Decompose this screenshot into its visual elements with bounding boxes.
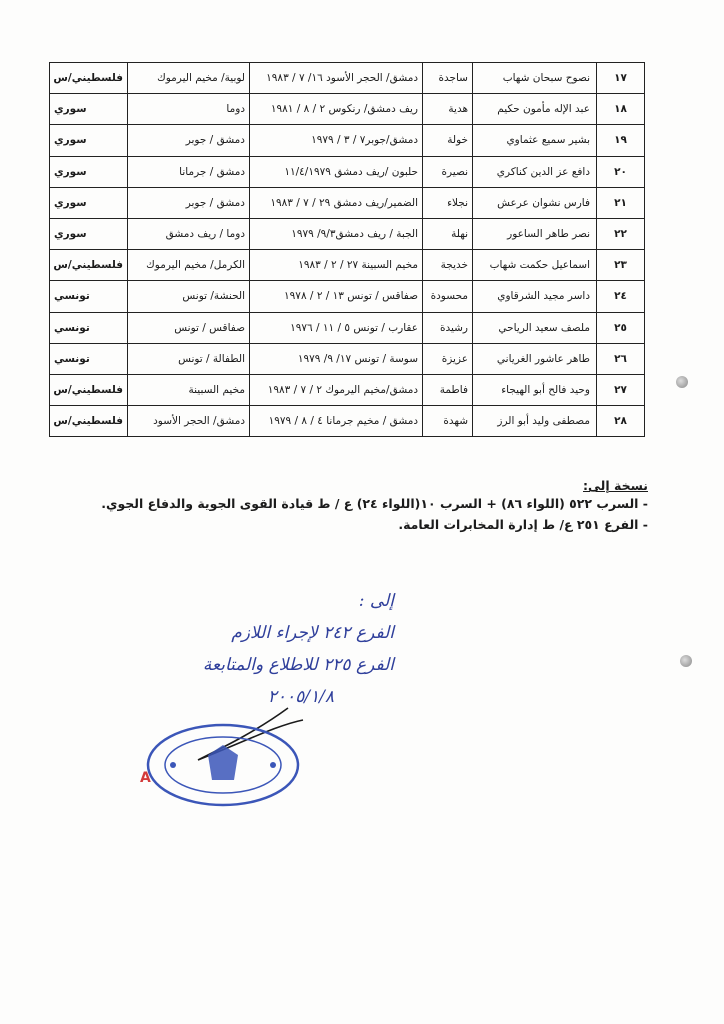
table-row: [50, 218, 645, 249]
cell-num: ٢٥: [597, 312, 645, 343]
cell-num: ٢٨: [597, 406, 645, 437]
cell-mother: ساجدة: [423, 63, 473, 94]
cell-birth: دمشق/مخيم اليرموك ٢ / ٧ / ١٩٨٣: [250, 374, 423, 405]
cell-address: دمشق / جوبر: [128, 187, 250, 218]
copy-to-line-1: - السرب ٥٢٢ (اللواء ٨٦) + السرب ١٠(اللواء ٢٤) ع / ط قيادة القوى الجوية والدفاع الجوي.: [101, 496, 648, 511]
cell-name: بشير سميع عثماوي: [473, 125, 597, 156]
cell-num: ١٩: [597, 125, 645, 156]
cell-nationality: تونسي: [50, 312, 128, 343]
detainee-table: [49, 62, 645, 437]
table-row: [50, 374, 645, 405]
cell-name: اسماعيل حكمت شهاب: [473, 250, 597, 281]
cell-mother: محسودة: [423, 281, 473, 312]
cell-name: مصطفى وليد أبو الرز: [473, 406, 597, 437]
table-row: [50, 125, 645, 156]
punch-hole-icon: [676, 376, 688, 388]
cell-name: نصوح سبحان شهاب: [473, 63, 597, 94]
table-row: [50, 94, 645, 125]
cell-birth: ريف دمشق/ رنكوس ٢ / ٨ / ١٩٨١: [250, 94, 423, 125]
copy-to-section: [101, 478, 648, 538]
cell-name: دافع عز الدين كناكري: [473, 156, 597, 187]
cell-address: الحنشة/ تونس: [128, 281, 250, 312]
cell-birth: عقارب / تونس ٥ / ١١ / ١٩٧٦: [250, 312, 423, 343]
copy-to-line-2: - الفرع ٢٥١ ع/ ط إدارة المخابرات العامة.: [398, 517, 648, 532]
cell-mother: رشيدة: [423, 312, 473, 343]
cell-birth: صفاقس / تونس ١٣ / ٢ / ١٩٧٨: [250, 281, 423, 312]
punch-hole-icon: [680, 655, 692, 667]
cell-name: عبد الإله مأمون حكيم: [473, 94, 597, 125]
cell-num: ٢٤: [597, 281, 645, 312]
cell-mother: عزيزة: [423, 343, 473, 374]
cell-birth: حلبون /ريف دمشق ١١/٤/١٩٧٩: [250, 156, 423, 187]
cell-name: داسر مجيد الشرقاوي: [473, 281, 597, 312]
cell-nationality: سوري: [50, 156, 128, 187]
table-row: [50, 281, 645, 312]
table-body: [50, 63, 645, 437]
cell-address: مخيم السبينة: [128, 374, 250, 405]
cell-num: ١٧: [597, 63, 645, 94]
handwritten-line-2: الفرع ٢٤٢ لإجراء اللازم: [231, 623, 394, 643]
official-seal-stamp: [138, 700, 308, 810]
cell-birth: الجبة / ريف دمشق٩/٣/ ١٩٧٩: [250, 218, 423, 249]
table-row: [50, 343, 645, 374]
cell-mother: فاطمة: [423, 374, 473, 405]
cell-mother: خولة: [423, 125, 473, 156]
cell-address: دمشق/ الحجر الأسود: [128, 406, 250, 437]
handwritten-date: ٢٠٠٥/١/٨: [267, 687, 334, 707]
cell-nationality: سوري: [50, 218, 128, 249]
cell-address: الطفالة / تونس: [128, 343, 250, 374]
cell-address: دوما / ريف دمشق: [128, 218, 250, 249]
cell-name: طاهر عاشور الغرياني: [473, 343, 597, 374]
copy-to-heading: نسخة إلى:: [583, 478, 648, 493]
table-row: [50, 63, 645, 94]
cell-num: ٢٦: [597, 343, 645, 374]
stamp-red-mark: A: [140, 770, 151, 786]
cell-name: ملصف سعيد الرياحي: [473, 312, 597, 343]
cell-birth: دمشق/جوبر٧ / ٣ / ١٩٧٩: [250, 125, 423, 156]
table-row: [50, 187, 645, 218]
handwritten-annotation: [203, 585, 394, 713]
cell-birth: مخيم السبينة ٢٧ / ٢ / ١٩٨٣: [250, 250, 423, 281]
cell-num: ٢٣: [597, 250, 645, 281]
cell-address: الكرمل/ مخيم اليرموك: [128, 250, 250, 281]
cell-num: ١٨: [597, 94, 645, 125]
cell-num: ٢٠: [597, 156, 645, 187]
cell-address: دمشق / جوبر: [128, 125, 250, 156]
cell-nationality: فلسطيني/س: [50, 374, 128, 405]
cell-mother: نهلة: [423, 218, 473, 249]
eagle-emblem-icon: [208, 745, 238, 780]
cell-mother: هدية: [423, 94, 473, 125]
cell-num: ٢١: [597, 187, 645, 218]
table-row: [50, 406, 645, 437]
cell-birth: الضمير/ريف دمشق ٢٩ / ٧ / ١٩٨٣: [250, 187, 423, 218]
cell-nationality: سوري: [50, 94, 128, 125]
cell-birth: دمشق/ الحجر الأسود ١٦/ ٧ / ١٩٨٣: [250, 63, 423, 94]
cell-nationality: فلسطيني/س: [50, 63, 128, 94]
table-row: [50, 312, 645, 343]
cell-nationality: فلسطيني/س: [50, 406, 128, 437]
cell-address: صفاقس / تونس: [128, 312, 250, 343]
star-icon: [170, 762, 176, 768]
star-icon: [270, 762, 276, 768]
cell-mother: نجلاء: [423, 187, 473, 218]
cell-nationality: سوري: [50, 187, 128, 218]
cell-nationality: فلسطيني/س: [50, 250, 128, 281]
cell-address: دمشق / جرمانا: [128, 156, 250, 187]
cell-mother: خديجة: [423, 250, 473, 281]
handwritten-line-3: الفرع ٢٢٥ للاطلاع والمتابعة: [202, 655, 394, 675]
cell-address: لوبية/ مخيم اليرموك: [128, 63, 250, 94]
cell-birth: دمشق / مخيم جرمانا ٤ / ٨ / ١٩٧٩: [250, 406, 423, 437]
table-row: [50, 156, 645, 187]
handwritten-line-1: إلى :: [358, 591, 394, 611]
cell-address: دوما: [128, 94, 250, 125]
cell-nationality: تونسي: [50, 343, 128, 374]
cell-nationality: سوري: [50, 125, 128, 156]
table-row: [50, 250, 645, 281]
cell-name: وحيد فالح أبو الهيجاء: [473, 374, 597, 405]
cell-name: فارس نشوان عرعش: [473, 187, 597, 218]
cell-num: ٢٧: [597, 374, 645, 405]
cell-birth: سوسة / تونس ١٧/ ٩/ ١٩٧٩: [250, 343, 423, 374]
cell-mother: نصيرة: [423, 156, 473, 187]
cell-name: نصر طاهر الساعور: [473, 218, 597, 249]
cell-num: ٢٢: [597, 218, 645, 249]
cell-nationality: تونسي: [50, 281, 128, 312]
cell-mother: شهدة: [423, 406, 473, 437]
